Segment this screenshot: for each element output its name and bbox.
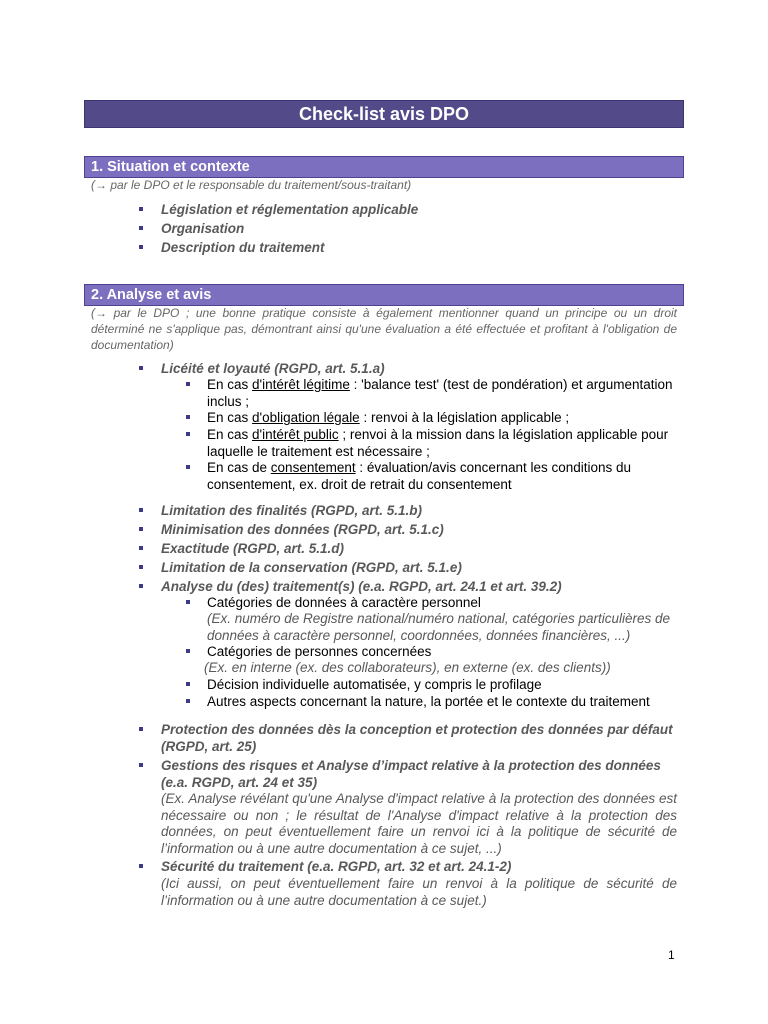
list-item: Limitation des finalités (RGPD, art. 5.1.b) (161, 503, 423, 518)
bullet-square-icon (139, 245, 143, 249)
list-item-gestion-risques: Gestions des risques et Analyse d’impact relative à la protection des données (e.a. RGPD, art. 24 et 35) (161, 758, 661, 790)
sub-bullet-icon (186, 600, 190, 604)
list-item-liceite: Licéité et loyauté (RGPD, art. 5.1.a) (161, 361, 385, 376)
sub-item-categories-donnees-example: (Ex. numéro de Registre national/numéro national, catégories particulières de données à caractère personnel, coordonnées, données financières, ...) (207, 611, 671, 643)
bullet-square-icon (139, 207, 143, 211)
bullet-square-icon (139, 864, 143, 868)
list-item-analyse: Analyse du (des) traitement(s) (e.a. RGPD, art. 24.1 et art. 39.2) (161, 579, 562, 594)
bullet-square-icon (139, 546, 143, 550)
page-number: 1 (668, 948, 675, 962)
section-1-note: (→ par le DPO et le responsable du traitement/sous-traitant) (91, 178, 412, 192)
sub-item-categories-donnees: Catégories de données à caractère personnel (207, 595, 481, 610)
sub-item-obligation-legale: En cas d'obligation légale : renvoi à la législation applicable ; (207, 410, 570, 425)
bullet-square-icon (139, 366, 143, 370)
sub-item-consentement: En cas de consentement : évaluation/avis concernant les conditions du consentement, ex. droit de retrait du consentement (207, 460, 632, 492)
sub-item-interet-public: En cas d'intérêt public ; renvoi à la mission dans la législation applicable pour laquelle le traitement est nécessaire ; (207, 427, 669, 459)
sub-bullet-icon (186, 465, 190, 469)
securite-description: (Ici aussi, on peut éventuellement faire un renvoi à la politique de sécurité de l’information ou à une autre documentation à ce sujet.) (161, 876, 677, 908)
list-item: Exactitude (RGPD, art. 5.1.d) (161, 541, 345, 556)
bullet-square-icon (139, 508, 143, 512)
bullet-square-icon (139, 727, 143, 731)
sub-bullet-icon (186, 649, 190, 653)
sub-bullet-icon (186, 415, 190, 419)
section-2-note: (→ par le DPO ; une bonne pratique consiste à également mentionner quand un principe ou un droit déterminé ne s'applique pas, démontrant ainsi qu'une évaluation a été effectuée et profitant à l'obligation de documentation) (91, 306, 677, 352)
sub-bullet-icon (186, 382, 190, 386)
bullet-square-icon (139, 584, 143, 588)
sub-bullet-icon (186, 682, 190, 686)
gestion-risques-description: (Ex. Analyse révélant qu'une Analyse d'impact relative à la protection des données est nécessaire ou non ; le résultat de l'Analyse d'impact relative à la protection des données, on peut éventuellement faire un renvoi ici à la politique de sécurité de l’information ou à une autre documentation à ce sujet, ...) (161, 791, 677, 856)
sub-bullet-icon (186, 699, 190, 703)
sub-bullet-icon (186, 432, 190, 436)
sub-item-autres-aspects: Autres aspects concernant la nature, la portée et le contexte du traitement (207, 694, 650, 709)
list-item: Description du traitement (161, 240, 325, 255)
sub-item-decision: Décision individuelle automatisée, y compris le profilage (207, 677, 542, 692)
bullet-square-icon (139, 226, 143, 230)
list-item: Organisation (161, 221, 245, 236)
sub-item-categories-personnes-example: (Ex. en interne (ex. des collaborateurs), en externe (ex. des clients)) (204, 660, 611, 675)
list-item: Limitation de la conservation (RGPD, art. 5.1.e) (161, 560, 462, 575)
list-item: Législation et réglementation applicable (161, 202, 419, 217)
section-heading-2: 2. Analyse et avis (84, 284, 684, 306)
bullet-square-icon (139, 565, 143, 569)
list-item-protection: Protection des données dès la conception et protection des données par défaut (RGPD, art. 25) (161, 722, 673, 754)
list-item: Minimisation des données (RGPD, art. 5.1.c) (161, 522, 444, 537)
document-title: Check-list avis DPO (84, 100, 684, 128)
section-heading-1: 1. Situation et contexte (84, 156, 684, 178)
sub-item-interet-legitime: En cas d'intérêt légitime : 'balance test' (test de pondération) et argumentation inclus ; (207, 377, 673, 409)
bullet-square-icon (139, 527, 143, 531)
bullet-square-icon (139, 763, 143, 767)
sub-item-categories-personnes: Catégories de personnes concernées (207, 644, 432, 659)
list-item-securite: Sécurité du traitement (e.a. RGPD, art. 32 et art. 24.1-2) (161, 859, 512, 874)
